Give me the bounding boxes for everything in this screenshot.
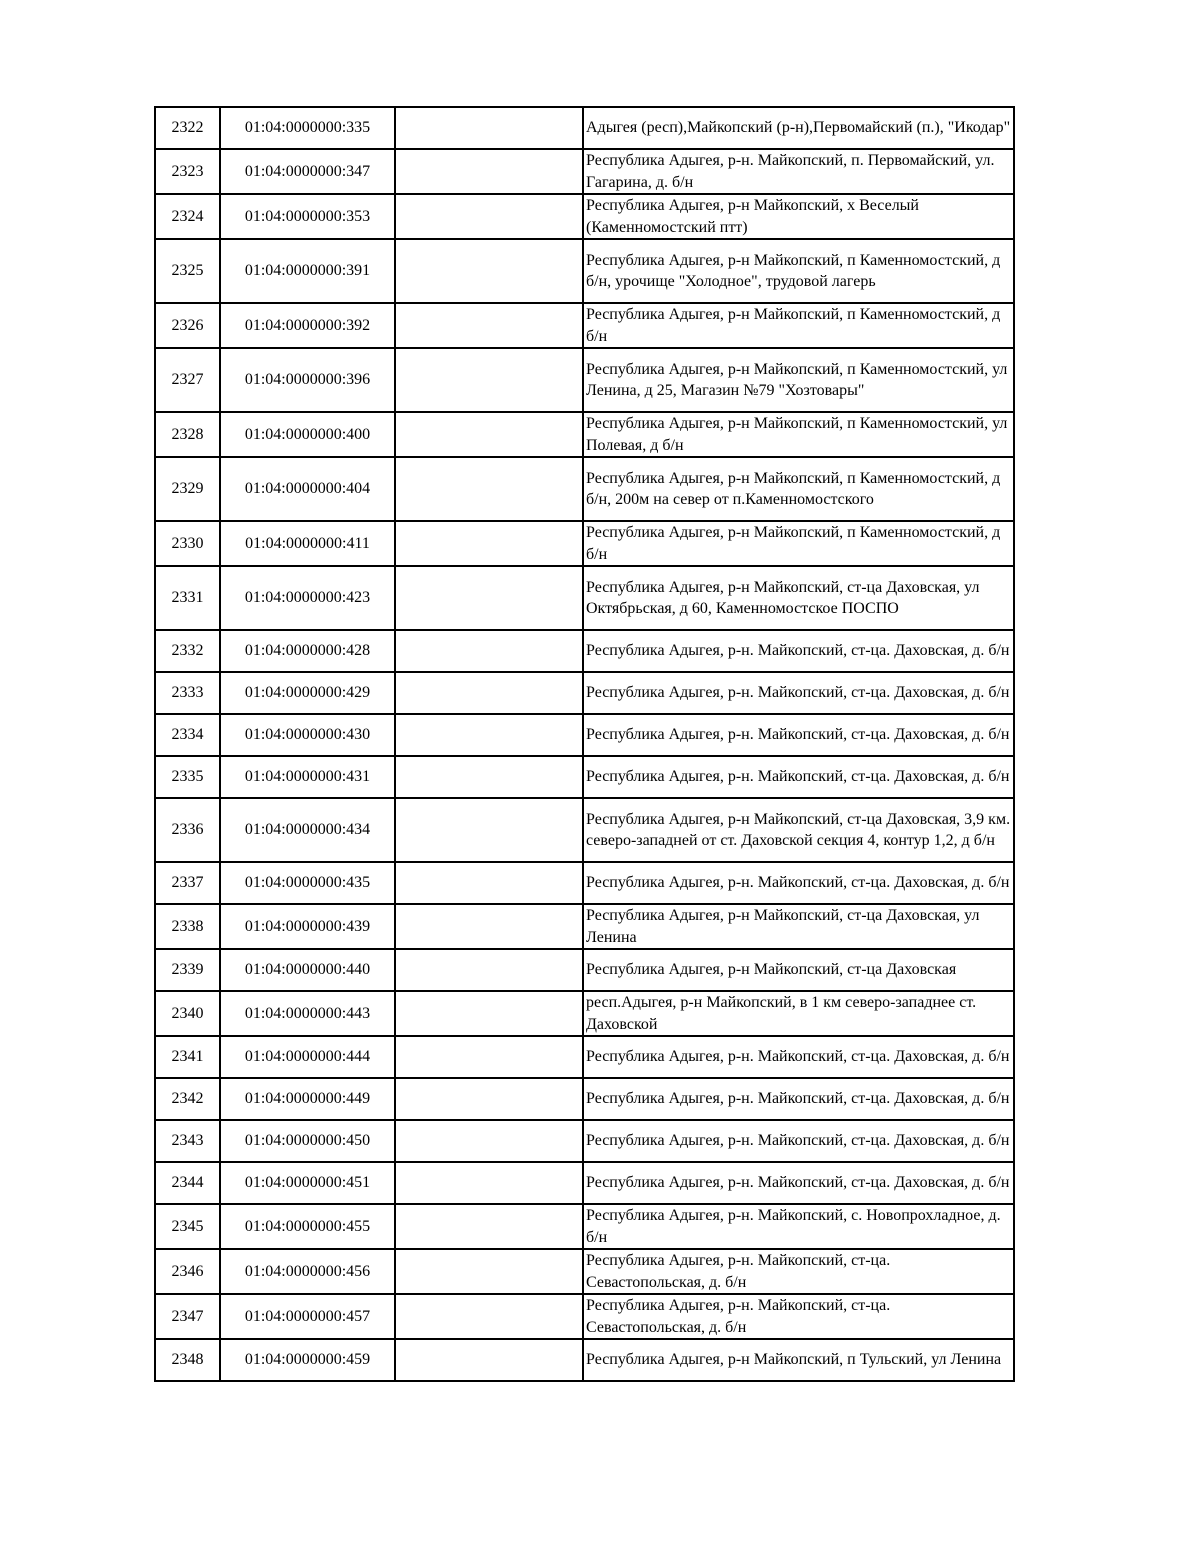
table-row [155,991,1014,1036]
address-cell: Республика Адыгея, р-н Майкопский, п Каменномостский, д б/н, 200м на север от п.Каменномостского [583,457,1014,521]
row-number-cell: 2345 [155,1204,220,1249]
row-number-cell: 2323 [155,149,220,194]
cadastral-number-cell: 01:04:0000000:423 [220,566,395,630]
address-cell: Республика Адыгея, р-н. Майкопский, с. Новопрохладное, д. б/н [583,1204,1014,1249]
table-row [155,862,1014,904]
cadastral-number-cell: 01:04:0000000:335 [220,107,395,149]
row-number-cell: 2347 [155,1294,220,1339]
row-number-cell: 2337 [155,862,220,904]
empty-cell [395,904,583,949]
row-number-cell: 2332 [155,630,220,672]
address-cell: Республика Адыгея, р-н. Майкопский, ст-ца. Даховская, д. б/н [583,714,1014,756]
table-row [155,194,1014,239]
table-row [155,107,1014,149]
table-row [155,521,1014,566]
address-cell: Республика Адыгея, р-н Майкопский, п Каменномостский, ул Полевая, д б/н [583,412,1014,457]
table-row [155,949,1014,991]
address-cell: Республика Адыгея, р-н. Майкопский, ст-ца. Даховская, д. б/н [583,756,1014,798]
row-number-cell: 2333 [155,672,220,714]
cadastral-number-cell: 01:04:0000000:444 [220,1036,395,1078]
row-number-cell: 2342 [155,1078,220,1120]
table-row [155,1204,1014,1249]
row-number-cell: 2343 [155,1120,220,1162]
table-row [155,1036,1014,1078]
table-row [155,1294,1014,1339]
empty-cell [395,1339,583,1381]
table-row [155,756,1014,798]
empty-cell [395,1294,583,1339]
row-number-cell: 2325 [155,239,220,303]
table-row [155,630,1014,672]
address-cell: Республика Адыгея, р-н Майкопский, п Каменномостский, д б/н, урочище "Холодное", трудовой лагерь [583,239,1014,303]
address-cell: Республика Адыгея, р-н Майкопский, ст-ца Даховская, ул Октябрьская, д 60, Каменномостское ПОСПО [583,566,1014,630]
cadastral-number-cell: 01:04:0000000:404 [220,457,395,521]
table-row [155,1078,1014,1120]
address-cell: Республика Адыгея, р-н. Майкопский, ст-ца. Даховская, д. б/н [583,1162,1014,1204]
cadastral-number-cell: 01:04:0000000:428 [220,630,395,672]
empty-cell [395,566,583,630]
row-number-cell: 2348 [155,1339,220,1381]
table-row [155,239,1014,303]
empty-cell [395,303,583,348]
address-cell: Республика Адыгея, р-н Майкопский, п Каменномостский, ул Ленина, д 25, Магазин №79 "Хозтовары" [583,348,1014,412]
address-cell: Республика Адыгея, р-н. Майкопский, ст-ца. Даховская, д. б/н [583,1036,1014,1078]
empty-cell [395,1078,583,1120]
row-number-cell: 2328 [155,412,220,457]
table-row [155,303,1014,348]
cadastral-number-cell: 01:04:0000000:450 [220,1120,395,1162]
empty-cell [395,239,583,303]
address-cell: Республика Адыгея, р-н. Майкопский, ст-ца. Севастопольская, д. б/н [583,1249,1014,1294]
address-cell: Республика Адыгея, р-н Майкопский, п Каменномостский, д б/н [583,521,1014,566]
cadastral-number-cell: 01:04:0000000:411 [220,521,395,566]
address-cell: Республика Адыгея, р-н. Майкопский, ст-ца. Даховская, д. б/н [583,1120,1014,1162]
register-table-body [155,107,1014,1381]
cadastral-number-cell: 01:04:0000000:439 [220,904,395,949]
cadastral-number-cell: 01:04:0000000:392 [220,303,395,348]
address-cell: Республика Адыгея, р-н. Майкопский, п. Первомайский, ул. Гагарина, д. б/н [583,149,1014,194]
empty-cell [395,457,583,521]
cadastral-number-cell: 01:04:0000000:429 [220,672,395,714]
address-cell: Адыгея (респ),Майкопский (р-н),Первомайский (п.), "Икодар" [583,107,1014,149]
row-number-cell: 2336 [155,798,220,862]
cadastral-number-cell: 01:04:0000000:434 [220,798,395,862]
empty-cell [395,412,583,457]
row-number-cell: 2344 [155,1162,220,1204]
row-number-cell: 2330 [155,521,220,566]
row-number-cell: 2335 [155,756,220,798]
address-cell: Республика Адыгея, р-н Майкопский, п Тульский, ул Ленина [583,1339,1014,1381]
row-number-cell: 2338 [155,904,220,949]
table-row [155,714,1014,756]
cadastral-number-cell: 01:04:0000000:431 [220,756,395,798]
empty-cell [395,107,583,149]
row-number-cell: 2331 [155,566,220,630]
table-row [155,1120,1014,1162]
table-row [155,798,1014,862]
cadastral-number-cell: 01:04:0000000:440 [220,949,395,991]
row-number-cell: 2334 [155,714,220,756]
address-cell: Республика Адыгея, р-н. Майкопский, ст-ца. Даховская, д. б/н [583,630,1014,672]
address-cell: Республика Адыгея, р-н. Майкопский, ст-ца. Севастопольская, д. б/н [583,1294,1014,1339]
row-number-cell: 2322 [155,107,220,149]
property-register-table [154,106,1015,1382]
address-cell: Республика Адыгея, р-н. Майкопский, ст-ца. Даховская, д. б/н [583,1078,1014,1120]
row-number-cell: 2346 [155,1249,220,1294]
address-cell: респ.Адыгея, р-н Майкопский, в 1 км северо-западнее ст. Даховской [583,991,1014,1036]
empty-cell [395,194,583,239]
empty-cell [395,949,583,991]
cadastral-number-cell: 01:04:0000000:435 [220,862,395,904]
cadastral-number-cell: 01:04:0000000:455 [220,1204,395,1249]
row-number-cell: 2329 [155,457,220,521]
empty-cell [395,756,583,798]
table-row [155,457,1014,521]
empty-cell [395,1204,583,1249]
cadastral-number-cell: 01:04:0000000:400 [220,412,395,457]
table-row [155,672,1014,714]
table-row [155,566,1014,630]
row-number-cell: 2341 [155,1036,220,1078]
table-row [155,904,1014,949]
address-cell: Республика Адыгея, р-н Майкопский, п Каменномостский, д б/н [583,303,1014,348]
cadastral-number-cell: 01:04:0000000:443 [220,991,395,1036]
empty-cell [395,348,583,412]
empty-cell [395,862,583,904]
empty-cell [395,1120,583,1162]
empty-cell [395,714,583,756]
cadastral-number-cell: 01:04:0000000:391 [220,239,395,303]
address-cell: Республика Адыгея, р-н Майкопский, х Веселый (Каменномостский птт) [583,194,1014,239]
table-row [155,1249,1014,1294]
row-number-cell: 2340 [155,991,220,1036]
address-cell: Республика Адыгея, р-н. Майкопский, ст-ца. Даховская, д. б/н [583,862,1014,904]
empty-cell [395,1249,583,1294]
empty-cell [395,1036,583,1078]
cadastral-number-cell: 01:04:0000000:456 [220,1249,395,1294]
empty-cell [395,672,583,714]
cadastral-number-cell: 01:04:0000000:457 [220,1294,395,1339]
empty-cell [395,798,583,862]
cadastral-number-cell: 01:04:0000000:449 [220,1078,395,1120]
empty-cell [395,1162,583,1204]
empty-cell [395,991,583,1036]
row-number-cell: 2326 [155,303,220,348]
empty-cell [395,149,583,194]
empty-cell [395,630,583,672]
table-row [155,1162,1014,1204]
cadastral-number-cell: 01:04:0000000:347 [220,149,395,194]
row-number-cell: 2324 [155,194,220,239]
address-cell: Республика Адыгея, р-н Майкопский, ст-ца Даховская, ул Ленина [583,904,1014,949]
table-row [155,348,1014,412]
table-row [155,1339,1014,1381]
address-cell: Республика Адыгея, р-н Майкопский, ст-ца Даховская [583,949,1014,991]
table-row [155,412,1014,457]
row-number-cell: 2327 [155,348,220,412]
row-number-cell: 2339 [155,949,220,991]
address-cell: Республика Адыгея, р-н Майкопский, ст-ца Даховская, 3,9 км. северо-западней от ст. Даховской секция 4, контур 1,2, д б/н [583,798,1014,862]
cadastral-number-cell: 01:04:0000000:459 [220,1339,395,1381]
table-row [155,149,1014,194]
cadastral-number-cell: 01:04:0000000:353 [220,194,395,239]
empty-cell [395,521,583,566]
cadastral-number-cell: 01:04:0000000:451 [220,1162,395,1204]
address-cell: Республика Адыгея, р-н. Майкопский, ст-ца. Даховская, д. б/н [583,672,1014,714]
cadastral-number-cell: 01:04:0000000:430 [220,714,395,756]
cadastral-number-cell: 01:04:0000000:396 [220,348,395,412]
